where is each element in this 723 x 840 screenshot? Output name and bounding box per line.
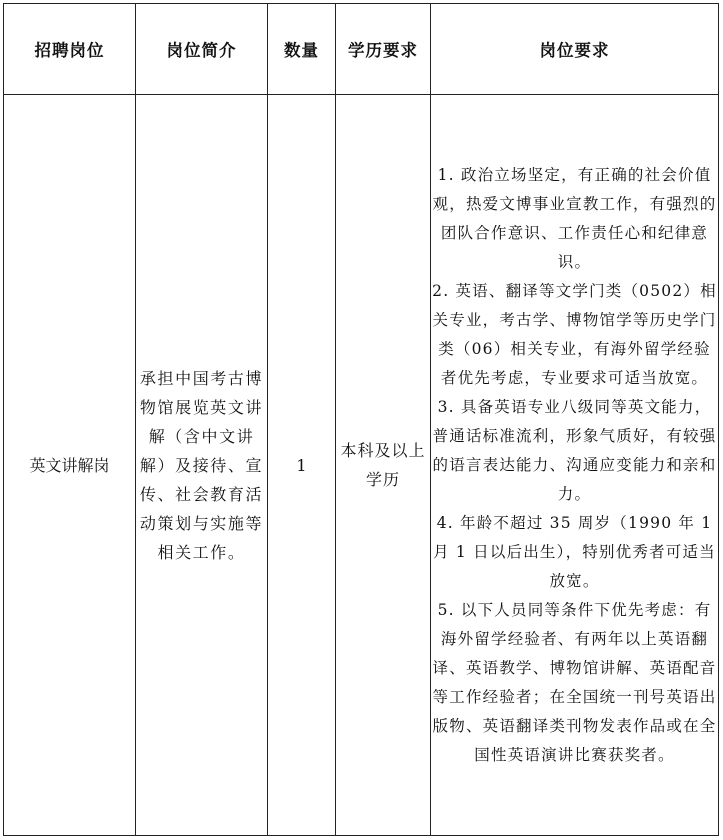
requirement-item: 4. 年龄不超过 35 周岁（1990 年 1 月 1 日以后出生），特别优秀者可适当放宽。 [433,513,716,590]
cell-requirements [431,95,719,836]
header-description: 岗位简介 [136,4,268,95]
requirement-item: 1. 政治立场坚定，有正确的社会价值观，热爱文博事业宣教工作，有强烈的团队合作意识、工作责任心和纪律意识。 [432,165,717,271]
header-count: 数量 [268,4,336,95]
requirement-item: 2. 英语、翻译等文学门类（0502）相关专业，考古学、博物馆学等历史学门类（06）相关专业，有海外留学经验者优先考虑，专业要求可适当放宽。 [432,281,717,387]
header-requirements: 岗位要求 [431,4,719,95]
header-position: 招聘岗位 [4,4,136,95]
header-row [4,4,719,95]
header-education: 学历要求 [336,4,431,95]
requirement-item: 3. 具备英语专业八级同等英文能力，普通话标准流利，形象气质好，有较强的语言表达能力、沟通应变能力和亲和力。 [432,397,717,503]
table-row [4,95,719,836]
cell-description: 承担中国考古博物馆展览英文讲解（含中文讲解）及接待、宣传、社会教育活动策划与实施等相关工作。 [136,95,268,836]
cell-count: 1 [268,95,336,836]
job-table [3,3,719,836]
requirement-item: 5. 以下人员同等条件下优先考虑：有海外留学经验者、有两年以上英语翻译、英语教学、博物馆讲解、英语配音等工作经验者；在全国统一刊号英语出版物、英语翻译类刊物发表作品或在全国性英语演讲比赛获奖者。 [432,600,717,764]
cell-position: 英文讲解岗 [4,95,136,836]
cell-education: 本科及以上学历 [336,95,431,836]
